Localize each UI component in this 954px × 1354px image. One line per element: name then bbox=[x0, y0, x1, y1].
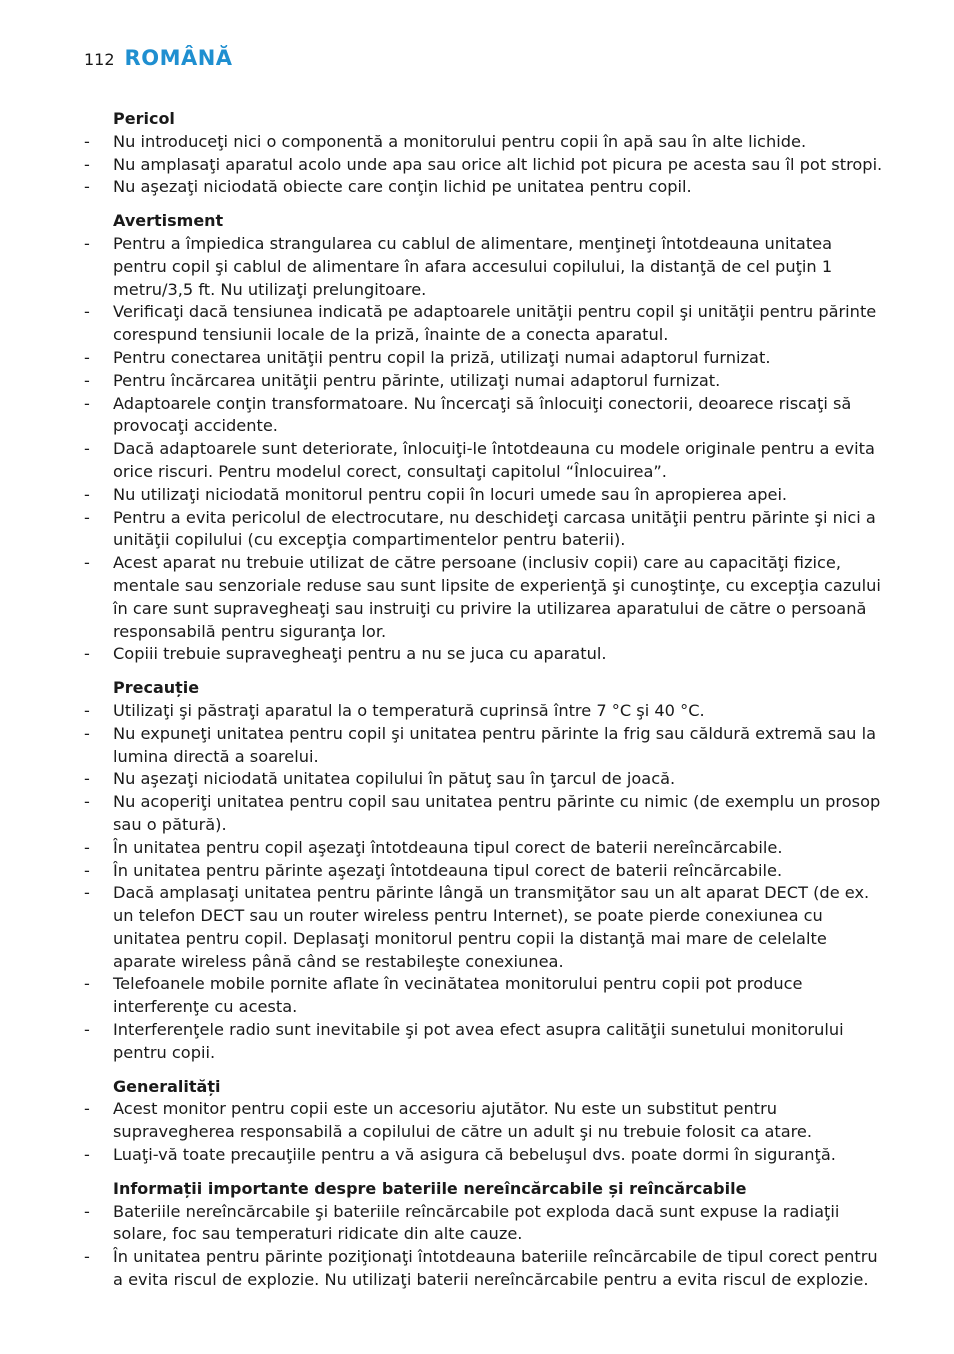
list-item bbox=[84, 484, 884, 507]
section-title: Pericol bbox=[113, 109, 175, 128]
list-item-text: Nu acoperiţi unitatea pentru copil sau unitatea pentru părinte cu nimic (de exemplu un prosop sau o pătură). bbox=[113, 792, 881, 834]
list-item-text: Dacă amplasaţi unitatea pentru părinte lângă un transmiţător sau un alt aparat DECT (de ex. un telefon DECT sau un router wireless pentru Internet), se poate pierde conexiunea cu unitatea pentru copil. Deplasaţi monitorul pentru copii la distanţă mai mare de celelalte aparate wireless până când se restabileşte conexiunea. bbox=[113, 883, 870, 971]
dash-bullet: - bbox=[84, 860, 90, 880]
dash-bullet: - bbox=[84, 723, 90, 743]
dash-bullet: - bbox=[84, 507, 90, 527]
list-item-text: Utilizaţi şi păstraţi aparatul la o temperatură cuprinsă între 7 °C şi 40 °C. bbox=[113, 700, 705, 720]
list-item bbox=[84, 131, 884, 154]
list-item bbox=[84, 176, 884, 199]
dash-bullet: - bbox=[84, 553, 90, 573]
list-item-text: Copiii trebuie supravegheaţi pentru a nu se juca cu aparatul. bbox=[113, 644, 607, 664]
list-item-text: În unitatea pentru părinte aşezaţi întotdeauna tipul corect de baterii reîncărcabile. bbox=[113, 860, 783, 880]
dash-bullet: - bbox=[84, 644, 90, 664]
list-item bbox=[84, 973, 884, 1019]
list-item bbox=[84, 1246, 884, 1292]
section-precautie bbox=[84, 677, 884, 1065]
page-number: 112 bbox=[84, 50, 115, 69]
list-item bbox=[84, 723, 884, 769]
list-item bbox=[84, 643, 884, 666]
list-item bbox=[84, 1098, 884, 1144]
dash-bullet: - bbox=[84, 837, 90, 857]
dash-bullet: - bbox=[84, 484, 90, 504]
dash-bullet: - bbox=[84, 792, 90, 812]
dash-bullet: - bbox=[84, 233, 90, 253]
list-item-text: Nu aşezaţi niciodată obiecte care conţin lichid pe unitatea pentru copil. bbox=[113, 177, 692, 197]
safety-content bbox=[84, 108, 884, 1303]
dash-bullet: - bbox=[84, 347, 90, 367]
dash-bullet: - bbox=[84, 1201, 90, 1221]
list-item bbox=[84, 370, 884, 393]
dash-bullet: - bbox=[84, 302, 90, 322]
list-item bbox=[84, 791, 884, 837]
dash-bullet: - bbox=[84, 177, 90, 197]
page-header bbox=[84, 46, 233, 70]
list-item bbox=[84, 1144, 884, 1167]
language-title: ROMÂNĂ bbox=[124, 46, 233, 70]
dash-bullet: - bbox=[84, 769, 90, 789]
section-avertisment bbox=[84, 210, 884, 666]
list-item-text: În unitatea pentru copil aşezaţi întotdeauna tipul corect de baterii nereîncărcabile. bbox=[113, 837, 783, 857]
list-item-text: Dacă adaptoarele sunt deteriorate, înlocuiţi-le întotdeauna cu modele originale pentru a evita orice riscuri. Pentru modelul corect, consultaţi capitolul “Înlocuirea”. bbox=[113, 439, 875, 481]
dash-bullet: - bbox=[84, 154, 90, 174]
dash-bullet: - bbox=[84, 1020, 90, 1040]
list-item-text: Bateriile nereîncărcabile şi bateriile reîncărcabile pot exploda dacă sunt expuse la radiaţii solare, foc sau temperaturi ridicate din alte cauze. bbox=[113, 1201, 840, 1244]
list-item-text: Pentru conectarea unităţii pentru copil la priză, utilizaţi numai adaptorul furnizat. bbox=[113, 347, 771, 367]
list-item-text: Nu aşezaţi niciodată unitatea copilului în pătuţ sau în ţarcul de joacă. bbox=[113, 769, 676, 789]
bullet-list bbox=[84, 1098, 884, 1166]
section-baterii bbox=[84, 1178, 884, 1292]
bullet-list bbox=[84, 233, 884, 666]
list-item bbox=[84, 393, 884, 439]
list-item-text: În unitatea pentru părinte poziţionaţi întotdeauna bateriile reîncărcabile de tipul corect pentru a evita riscul de explozie. Nu utilizaţi baterii nereîncărcabile pentru a evita riscul de explozie. bbox=[113, 1247, 878, 1290]
list-item-text: Pentru a evita pericolul de electrocutare, nu deschideţi carcasa unităţii pentru părinte şi nici a unităţii copilului (cu excepţia compartimentelor pentru baterii). bbox=[113, 507, 876, 550]
list-item bbox=[84, 438, 884, 484]
section-pericol bbox=[84, 108, 884, 199]
dash-bullet: - bbox=[84, 1247, 90, 1267]
dash-bullet: - bbox=[84, 131, 90, 151]
dash-bullet: - bbox=[84, 883, 90, 903]
list-item bbox=[84, 301, 884, 347]
list-item-text: Nu utilizaţi niciodată monitorul pentru copii în locuri umede sau în apropierea apei. bbox=[113, 484, 788, 504]
bullet-list bbox=[84, 131, 884, 199]
list-item-text: Pentru a împiedica strangularea cu cablul de alimentare, menţineţi întotdeauna unitatea pentru copil şi cablul de alimentare în afara accesului copilului, la distanţă de cel puţin 1 metru/3,5 ft. Nu utilizaţi prelungitoare. bbox=[113, 233, 833, 299]
list-item bbox=[84, 154, 884, 177]
dash-bullet: - bbox=[84, 1145, 90, 1165]
section-title: Precauție bbox=[113, 678, 200, 698]
dash-bullet: - bbox=[84, 439, 90, 459]
bullet-list bbox=[84, 1201, 884, 1292]
list-item bbox=[84, 1019, 884, 1065]
dash-bullet: - bbox=[84, 1099, 90, 1119]
dash-bullet: - bbox=[84, 370, 90, 390]
list-item bbox=[84, 1201, 884, 1247]
list-item-text: Telefoanele mobile pornite aflate în vecinătatea monitorului pentru copii pot produce interferenţe cu acesta. bbox=[113, 974, 803, 1017]
list-item bbox=[84, 768, 884, 791]
list-item bbox=[84, 700, 884, 723]
section-title: Informații importante despre bateriile nereîncărcabile și reîncărcabile bbox=[113, 1178, 747, 1198]
section-title: Generalități bbox=[113, 1076, 221, 1096]
list-item-text: Pentru încărcarea unităţii pentru părinte, utilizaţi numai adaptorul furnizat. bbox=[113, 370, 721, 390]
list-item bbox=[84, 347, 884, 370]
list-item bbox=[84, 552, 884, 643]
list-item-text: Adaptoarele conţin transformatoare. Nu încercaţi să înlocuiţi conectorii, deoarece riscaţi să provocaţi accidente. bbox=[113, 393, 852, 436]
dash-bullet: - bbox=[84, 974, 90, 994]
list-item-text: Nu expuneţi unitatea pentru copil şi unitatea pentru părinte la frig sau căldură extremă sau la lumina directă a soarelui. bbox=[113, 723, 877, 766]
list-item-text: Nu amplasaţi aparatul acolo unde apa sau orice alt lichid pot picura pe acesta sau îl pot stropi. bbox=[113, 154, 883, 174]
list-item bbox=[84, 507, 884, 553]
list-item-text: Acest monitor pentru copii este un accesoriu ajutător. Nu este un substitut pentru supravegherea responsabilă a copilului de către un adult şi nu trebuie folosit ca atare. bbox=[113, 1099, 813, 1142]
list-item bbox=[84, 233, 884, 301]
list-item bbox=[84, 882, 884, 973]
list-item bbox=[84, 860, 884, 883]
section-generalitati bbox=[84, 1076, 884, 1167]
list-item-text: Nu introduceţi nici o componentă a monitorului pentru copii în apă sau în alte lichide. bbox=[113, 131, 807, 151]
dash-bullet: - bbox=[84, 700, 90, 720]
section-title: Avertisment bbox=[113, 211, 224, 231]
dash-bullet: - bbox=[84, 393, 90, 413]
list-item-text: Luaţi-vă toate precauţiile pentru a vă asigura că bebeluşul dvs. poate dormi în siguranţă. bbox=[113, 1145, 836, 1165]
list-item bbox=[84, 837, 884, 860]
list-item-text: Acest aparat nu trebuie utilizat de către persoane (inclusiv copii) care au capacităţi fizice, mentale sau senzoriale reduse sau sunt lipsite de experienţă şi cunoştinţe, cu excepţia cazului în care sunt supravegheaţi sau instruiţi cu privire la utilizarea aparatului de către o persoană responsabilă pentru siguranţa lor. bbox=[113, 553, 881, 641]
list-item-text: Interferenţele radio sunt inevitabile şi pot avea efect asupra calităţii sunetului monitorului pentru copii. bbox=[113, 1020, 844, 1062]
list-item-text: Verificaţi dacă tensiunea indicată pe adaptoarele unităţii pentru copil şi unităţii pentru părinte corespund tensiunii locale de la priză, înainte de a conecta aparatul. bbox=[113, 302, 877, 345]
bullet-list bbox=[84, 700, 884, 1065]
